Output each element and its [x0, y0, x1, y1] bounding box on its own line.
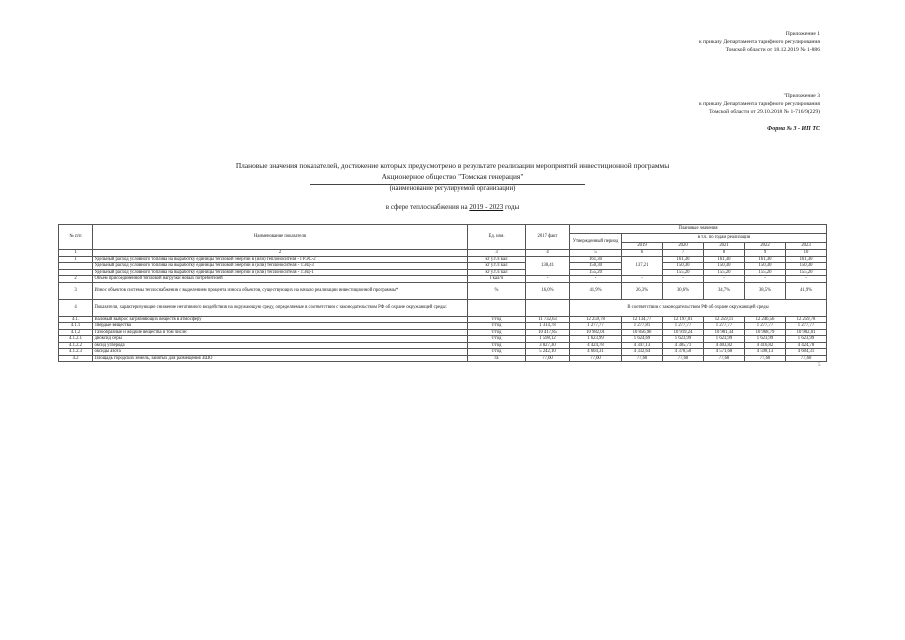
cell-unit: Гкал/ч [468, 276, 526, 283]
cell-unit: кг у.т./Гкал [468, 269, 526, 276]
cell-2022: 38,5% [745, 282, 786, 299]
sphere-line [0, 203, 905, 211]
cell-2023: 10 982,01 [786, 329, 827, 336]
header-year: 2020 [663, 243, 704, 250]
form-label: Форма № 3 - ИП ТС [767, 126, 820, 132]
cell-2023: 12 259,78 [786, 316, 827, 323]
cell-unit: т/год [468, 323, 526, 330]
col-number: 3 [468, 250, 526, 257]
cell-2022: 10 968,79 [745, 329, 786, 336]
header-year: 2022 [745, 243, 786, 250]
cell-name: оксид углерода [93, 342, 468, 349]
cell-2022: 155,20 [745, 269, 786, 276]
cell-2019: 10 856,96 [622, 329, 663, 336]
cell-2021: 34,7% [704, 282, 745, 299]
cell-num: 3 [59, 282, 93, 299]
cell-name: Удельный расход условного топлива на выработку единицы тепловой энергии и (или) теплоносителя - ТЭЦ-3 [93, 263, 468, 270]
table-row [59, 355, 827, 362]
cell-unit: т/год [468, 329, 526, 336]
organization-caption: (наименование регулируемой организации) [389, 185, 516, 192]
page-mark: 5 [818, 363, 821, 368]
cell-num: 4.1.2 [59, 329, 93, 336]
header-year: 2021 [704, 243, 745, 250]
sphere-years: 2019 - 2023 [469, 203, 504, 211]
cell-fact: 11 732,63 [526, 316, 570, 323]
cell-2021: 1 623,99 [704, 336, 745, 343]
cell-2020: 155,20 [663, 269, 704, 276]
cell-num: 4 [59, 299, 93, 316]
cell-2021: 1 277,77 [704, 323, 745, 330]
sphere-prefix: в сфере теплоснабжения на [385, 203, 470, 211]
cell-2019: 4 332,64 [622, 349, 663, 356]
appendix-3-line-1: "Приложение 3 [783, 93, 820, 99]
cell-num: 4.1.2.1 [59, 336, 93, 343]
cell-2020: 1 623,99 [663, 336, 704, 343]
header-name: Наименование показателя [93, 225, 468, 250]
cell-2021: 4 571,68 [704, 349, 745, 356]
cell-fact: 77,60 [526, 355, 570, 362]
cell-2021: - [704, 276, 745, 283]
cell-fact: 3 827,30 [526, 342, 570, 349]
table-row [59, 282, 827, 299]
cell-period: 10 982,01 [570, 329, 622, 336]
cell-2021: 4 403,82 [704, 342, 745, 349]
cell-period: 1 623,99 [570, 336, 622, 343]
cell-2020: 12 197,01 [663, 316, 704, 323]
cell-name: Газообразные и жидкие вещества и том числе: [93, 329, 468, 336]
cell-2022: 1 623,99 [745, 336, 786, 343]
cell-name: Удельный расход условного топлива на выработку единицы тепловой энергии в (или) теплоносителя - ГРЭС-2 [93, 256, 468, 263]
cell-2023: 77,60 [786, 355, 827, 362]
cell-2021: 12 259,11 [704, 316, 745, 323]
cell-name: Показатели, характеризующие снижение негативного воздействия на окружающую среду, определяемые в соответствии с законодательством РФ об охране окружающей среды: [93, 299, 468, 316]
cell-name: Удельный расход условного топлива на выработку единицы тепловой энергии и (или) теплоносителя - ТЭЦ-1 [93, 269, 468, 276]
cell-2021: 161,30 [704, 256, 745, 263]
cell-2020: 4 378,50 [663, 349, 704, 356]
cell-2022: 12 246,56 [745, 316, 786, 323]
col-number: 9 [745, 250, 786, 257]
cell-name: Валовый выброс загрязняющих веществ в атмосферу [93, 316, 468, 323]
header-approved-period: Утвержденный период [570, 234, 622, 250]
cell-num: 4.1. [59, 316, 93, 323]
cell-name: диоксид серы [93, 336, 468, 343]
cell-fact: 10 417,85 [526, 329, 570, 336]
cell-2019: 26,3% [622, 282, 663, 299]
cell-fact: 5 242,10 [526, 349, 570, 356]
cell-2019: 77,60 [622, 355, 663, 362]
cell-2019: 1 624,69 [622, 336, 663, 343]
col-number: 4 [526, 250, 570, 257]
cell-fact: - [526, 276, 570, 283]
header-by-years: в т.ч. по годам реализации [622, 234, 827, 243]
sphere-suffix: годы [503, 203, 520, 211]
cell-2019: - [622, 276, 663, 283]
cell-name: Твердые вещества [93, 323, 468, 330]
cell-num: 4.1.2.3 [59, 349, 93, 356]
cell-2020: 77,60 [663, 355, 704, 362]
cell-unit: т/год [468, 316, 526, 323]
cell-2022: 4 416,82 [745, 342, 786, 349]
cell-period: 4 604,31 [570, 349, 622, 356]
cell-2019: 1 277,81 [622, 323, 663, 330]
header-year: 2019 [622, 243, 663, 250]
cell-period: 41,9% [570, 282, 622, 299]
header-num: № п/п [59, 225, 93, 250]
appendix-1-line-1: Приложение 1 [785, 31, 820, 37]
cell-name: Износ объектов системы теплоснабжения с выделением процента износа объектов, существующих на начало реализации инвестиционной программы* [93, 282, 468, 299]
cell-name: оксиды азота [93, 349, 468, 356]
col-number: 8 [704, 250, 745, 257]
cell-2020: 161,30 [663, 256, 704, 263]
table-row [59, 299, 827, 316]
cell-fact: 138,41 [526, 256, 570, 276]
cell-period: 161,30 [570, 256, 622, 263]
cell-2020: 10 919,24 [663, 329, 704, 336]
cell-unit [468, 299, 526, 316]
cell-period: - [570, 276, 622, 283]
cell-period: 77,60 [570, 355, 622, 362]
cell-2023: - [786, 276, 827, 283]
appendix-3-line-2: к приказу Департамента тарифного регулирования [699, 101, 820, 107]
cell-unit: га [468, 355, 526, 362]
cell-2019: 12 134,77 [622, 316, 663, 323]
cell-2023: 4 424,78 [786, 342, 827, 349]
cell-2022: 77,60 [745, 355, 786, 362]
cell-unit: кг у.т./Гкал [468, 263, 526, 270]
cell-name: Объем присоединенной тепловой нагрузки новых потребителей [93, 276, 468, 283]
cell-unit: т/год [468, 336, 526, 343]
cell-2020: - [663, 276, 704, 283]
cell-2023: 41,9% [786, 282, 827, 299]
cell-period: 12 259,78 [570, 316, 622, 323]
document-title: Плановые значения показателей, достижение которых предусмотрено в результате реализации мероприятий инвестиционной программы [235, 161, 670, 170]
col-number: 5 [570, 250, 622, 257]
appendix-1-line-2: к приказу Департамента тарифного регулирования [699, 39, 820, 45]
cell-2022: 150,30 [745, 263, 786, 270]
cell-2019: 137,21 [622, 256, 663, 276]
cell-2023: 150,30 [786, 263, 827, 270]
cell-period: 155,20 [570, 269, 622, 276]
cell-2020: 4 385,71 [663, 342, 704, 349]
cell-2020: 1 277,77 [663, 323, 704, 330]
cell-num: 1 [59, 256, 93, 263]
col-number: 7 [663, 250, 704, 257]
cell-num: 4.2 [59, 355, 93, 362]
cell-2022: 1 277,77 [745, 323, 786, 330]
col-number: 6 [622, 250, 663, 257]
appendix-3-header [699, 92, 820, 116]
cell-2021: 77,60 [704, 355, 745, 362]
cell-2023: 4 604,31 [786, 349, 827, 356]
cell-2023: 155,20 [786, 269, 827, 276]
cell-unit: т/год [468, 349, 526, 356]
header-year: 2023 [786, 243, 827, 250]
cell-environment-note: В соответствии с законодательством РФ об охране окружающей среды [570, 299, 827, 316]
col-number: 1 [59, 250, 93, 257]
cell-2022: - [745, 276, 786, 283]
cell-2023: 1 623,99 [786, 336, 827, 343]
header-unit: Ед. изм. [468, 225, 526, 250]
organization-name: Акционерное общество "Томская генерация" [381, 172, 524, 181]
cell-num: 2 [59, 276, 93, 283]
cell-2021: 155,20 [704, 269, 745, 276]
cell-fact: 1 598,12 [526, 336, 570, 343]
cell-2023: 1 277,77 [786, 323, 827, 330]
appendix-1-line-3: Томской области от 18.12.2019 № 1-886 [725, 47, 820, 53]
cell-2022: 161,30 [745, 256, 786, 263]
cell-num: 4.1.2.2 [59, 342, 93, 349]
cell-fact [526, 299, 570, 316]
cell-2023: 161,30 [786, 256, 827, 263]
cell-2021: 150,30 [704, 263, 745, 270]
cell-fact: 1 314,78 [526, 323, 570, 330]
col-number: 2 [93, 250, 468, 257]
appendix-1-header [699, 30, 820, 54]
cell-fact: 16,0% [526, 282, 570, 299]
col-number: 10 [786, 250, 827, 257]
appendix-3-line-3: Томской области от 29.10.2018 № 1-716/9(229) [709, 109, 820, 115]
cell-2020: 30,6% [663, 282, 704, 299]
header-planned: Плановые значения [570, 225, 827, 234]
cell-name: Площадь городских земель, занятых для размещения ЗШО [93, 355, 468, 362]
cell-period: 1 277,77 [570, 323, 622, 330]
cell-2019: 4 347,13 [622, 342, 663, 349]
cell-period: 150,30 [570, 263, 622, 270]
cell-2020: 150,30 [663, 263, 704, 270]
cell-num: 4.1.1 [59, 323, 93, 330]
cell-period: 4 424,78 [570, 342, 622, 349]
cell-2021: 10 981,34 [704, 329, 745, 336]
indicators-table [58, 224, 827, 362]
cell-unit: кг у.т./Гкал [468, 256, 526, 263]
cell-unit: т/год [468, 342, 526, 349]
header-fact: 2017 факт [526, 225, 570, 250]
cell-unit: % [468, 282, 526, 299]
cell-2022: 4 598,13 [745, 349, 786, 356]
